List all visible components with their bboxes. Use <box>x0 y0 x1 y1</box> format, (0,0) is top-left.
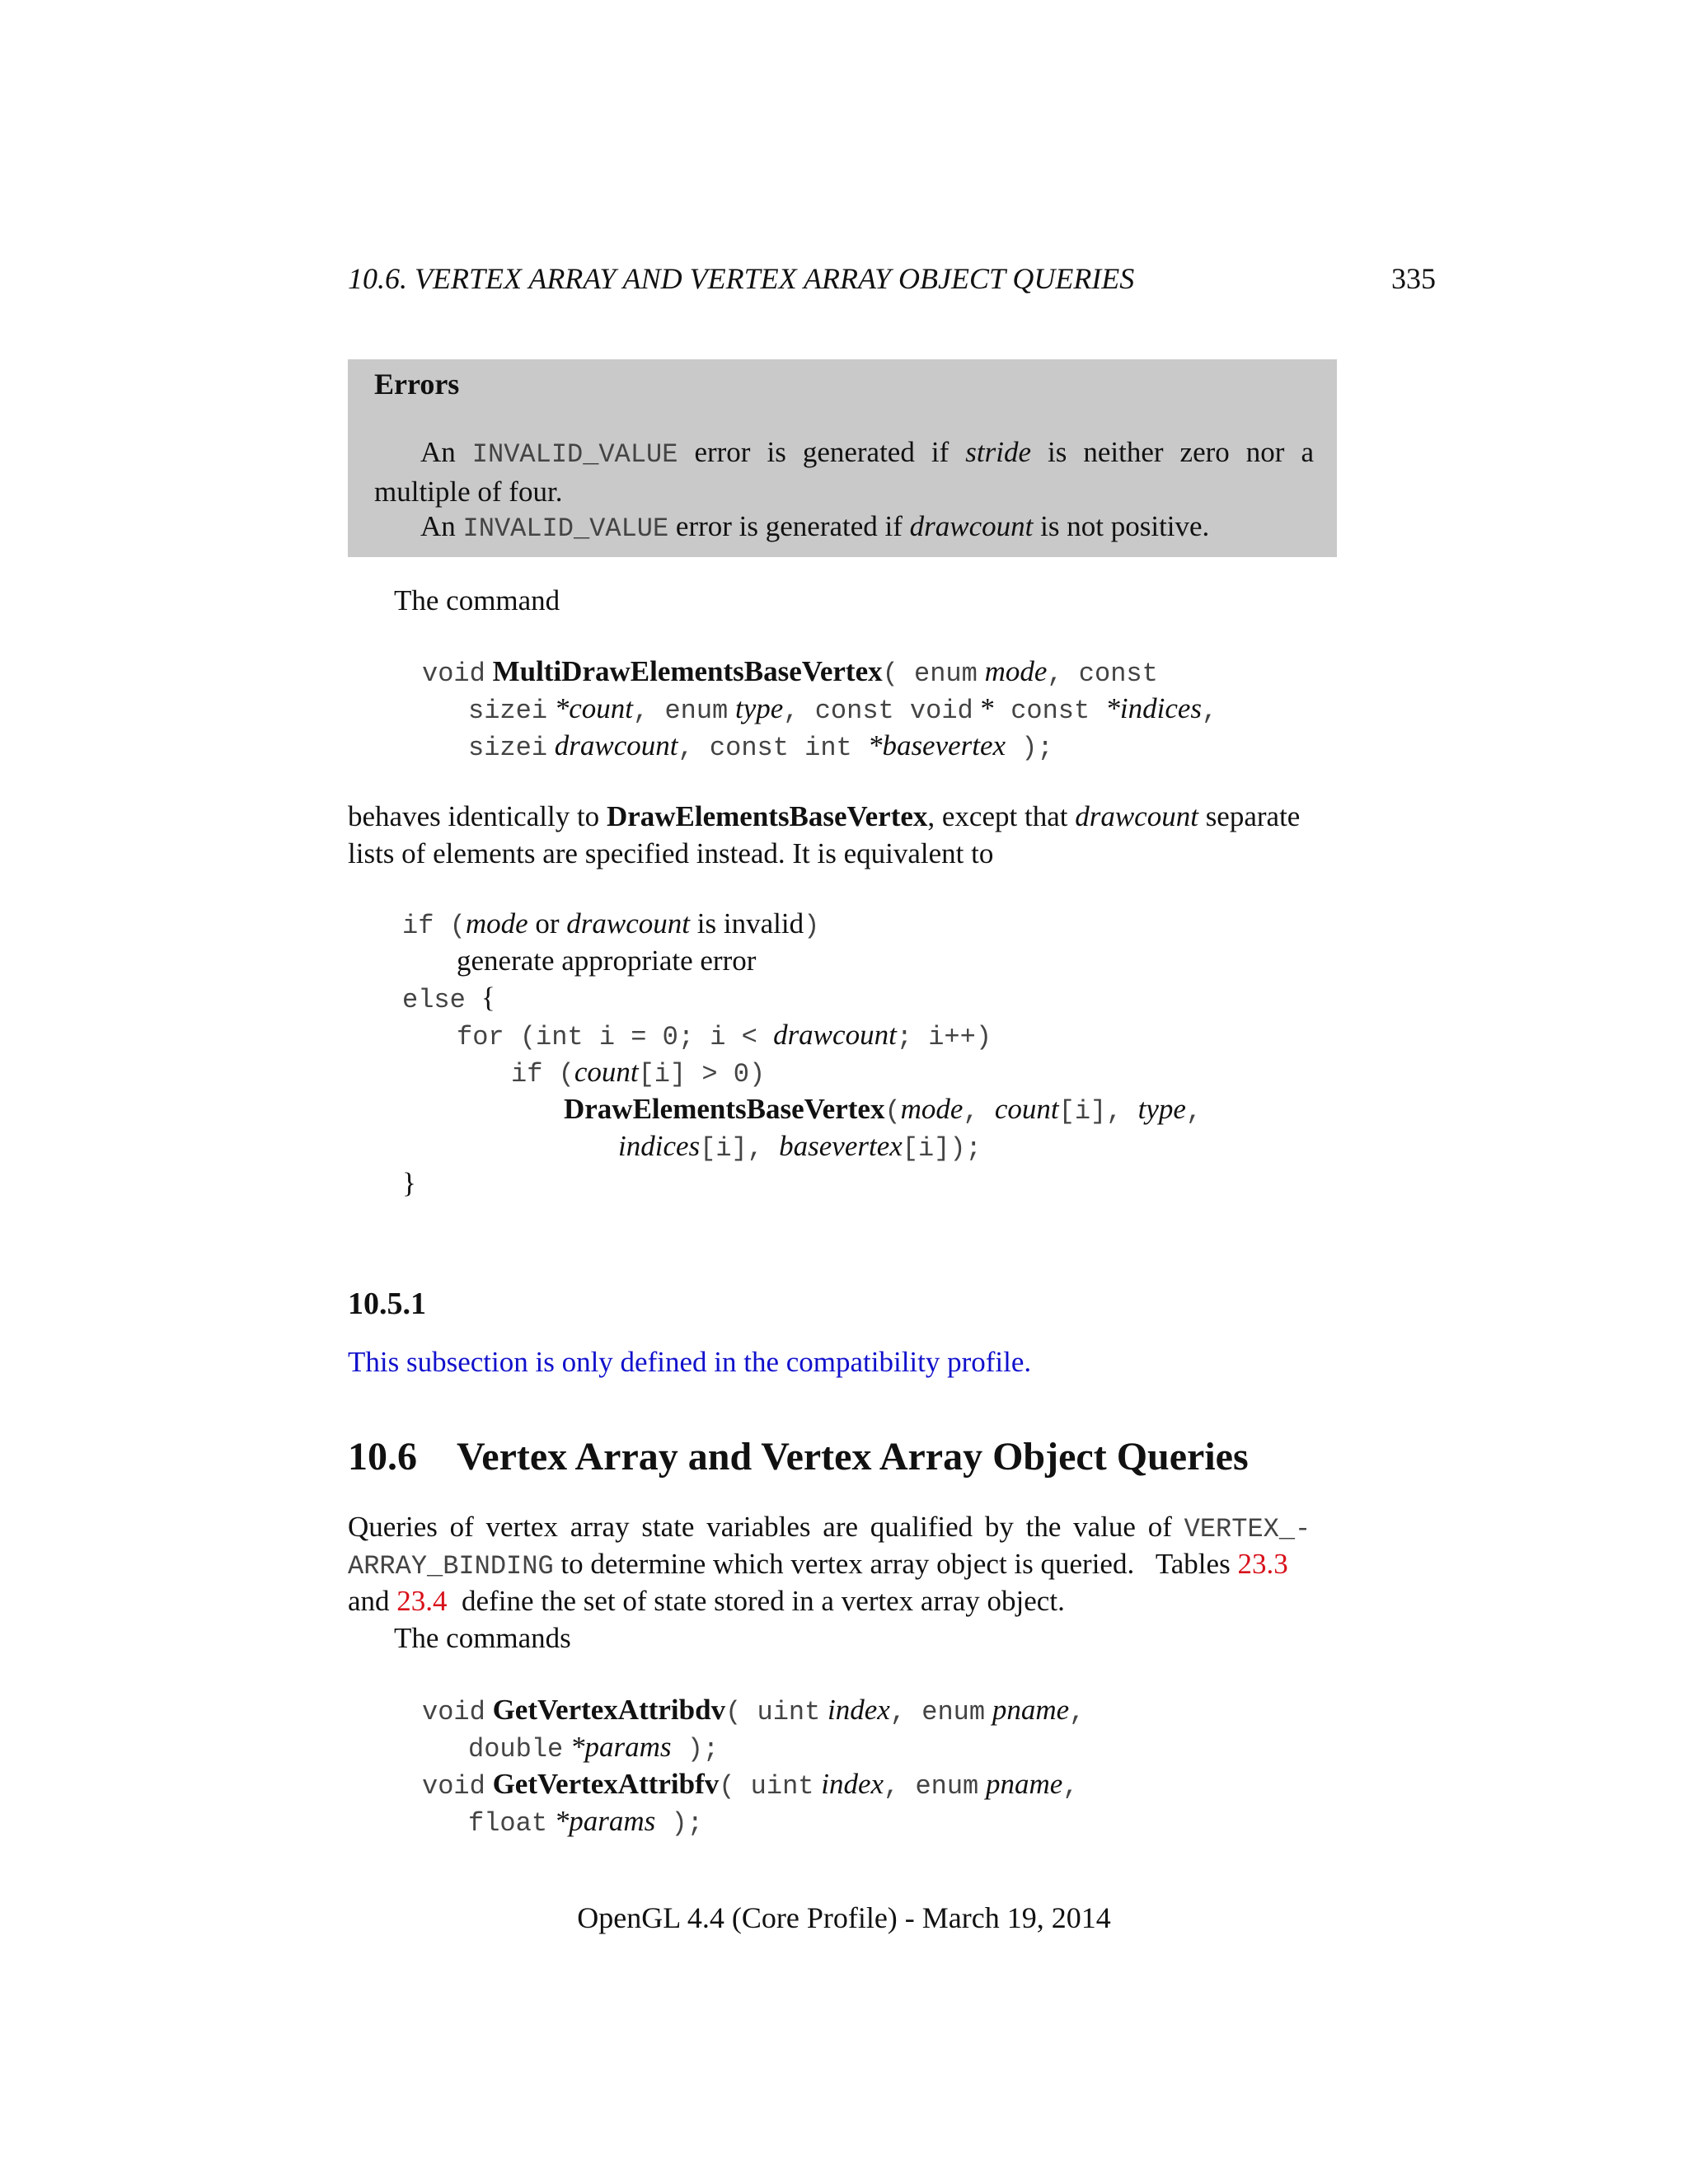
punct: , const void <box>783 696 973 726</box>
body-paragraph-line <box>348 1582 1065 1619</box>
header-title: 10.6. VERTEX ARRAY AND VERTEX ARRAY OBJECT QUERIES <box>348 262 1135 295</box>
section-title: Vertex Array and Vertex Array Object Queries <box>457 1435 1249 1479</box>
code-var: count <box>574 1056 639 1088</box>
errors-box <box>348 359 1337 557</box>
punct: , <box>884 1771 916 1802</box>
param-name: pname <box>986 1768 1063 1800</box>
param-name: *basevertex <box>867 729 1006 762</box>
error-text: error is generated if <box>678 436 966 468</box>
punct: , const <box>1047 658 1158 689</box>
code-text: [i]); <box>902 1133 982 1164</box>
punct: , <box>1062 1771 1079 1802</box>
code-text: [i], <box>1058 1096 1138 1127</box>
code-line-3 <box>402 979 495 1019</box>
param-name: index <box>828 1694 890 1726</box>
code-paren: ) <box>804 911 820 941</box>
function-name: MultiDrawElementsBaseVertex <box>492 655 883 687</box>
code-text: , <box>1185 1096 1203 1127</box>
param-ref: drawcount <box>1075 800 1198 832</box>
punct: , <box>889 1697 922 1727</box>
running-header <box>348 260 1436 298</box>
subsection-number: 10.5.1 <box>348 1286 426 1321</box>
function-name: GetVertexAttribfv <box>492 1768 720 1800</box>
type-keyword: sizei <box>468 733 548 763</box>
code-line-7 <box>618 1127 982 1167</box>
code-brace: { <box>481 982 495 1014</box>
body-paragraph-line: The commands <box>394 1622 571 1654</box>
param-name: *params <box>570 1731 672 1763</box>
code-var: drawcount <box>566 907 691 940</box>
type-keyword: uint <box>757 1697 821 1727</box>
code-text: or <box>528 907 567 940</box>
code-keyword: for (int i = 0; i < <box>457 1022 774 1052</box>
error-code: INVALID_VALUE <box>462 513 669 544</box>
code-keyword: if ( <box>511 1059 574 1090</box>
text: to determine which vertex array object is queried. Tables <box>553 1548 1238 1580</box>
param-name: index <box>821 1768 884 1800</box>
code-var: mode <box>900 1093 964 1125</box>
text: Queries of vertex array state variables are qualified by the value of <box>348 1511 1184 1543</box>
error-text: is not positive. <box>1033 510 1210 542</box>
paren: ); <box>655 1808 703 1839</box>
error-item-stride <box>374 434 1314 510</box>
param-name: *params <box>554 1805 656 1837</box>
code-line-1 <box>402 905 819 944</box>
code-var: type <box>1137 1093 1186 1125</box>
type-keyword: enum <box>664 696 729 726</box>
type-keyword: enum <box>915 1771 979 1802</box>
paren: ( <box>725 1697 757 1727</box>
error-code: INVALID_VALUE <box>471 439 678 470</box>
type-keyword: void <box>422 658 485 689</box>
prototype-line-1 <box>422 653 1158 692</box>
error-arg: drawcount <box>909 510 1034 542</box>
type-keyword: uint <box>750 1771 814 1802</box>
param-name: *count <box>554 692 634 724</box>
code-line-5 <box>511 1053 765 1093</box>
code-text: ; i++) <box>896 1022 992 1052</box>
text: behaves identically to <box>348 800 607 832</box>
code-keyword: if ( <box>402 911 466 941</box>
code-var: mode <box>465 907 528 940</box>
code-var: indices <box>618 1130 701 1162</box>
body-paragraph-line <box>348 1545 1288 1585</box>
table-ref-link[interactable]: 23.4 <box>396 1585 448 1617</box>
code-var: count <box>994 1093 1059 1125</box>
text: , except that <box>927 800 1076 832</box>
page-footer: OpenGL 4.4 (Core Profile) - March 19, 2014 <box>577 1901 1111 1934</box>
param-name: pname <box>992 1694 1070 1726</box>
code-line-6 <box>564 1090 1202 1130</box>
error-text: is neither zero nor a multiple of four. <box>374 436 1315 508</box>
intro-text: The command <box>394 584 560 616</box>
code-var: drawcount <box>773 1019 897 1051</box>
code-text: [i], <box>700 1133 780 1164</box>
code-paren: ( <box>884 1096 901 1127</box>
section-heading <box>348 1434 1249 1480</box>
param-name: mode <box>984 655 1048 687</box>
param-name: type <box>735 692 784 724</box>
error-text: An <box>420 436 472 468</box>
prototype-line <box>422 1765 1079 1805</box>
paren: ); <box>1006 733 1053 763</box>
code-line-4 <box>457 1016 992 1056</box>
type-keyword: double <box>468 1734 564 1765</box>
table-ref-link[interactable]: 23.3 <box>1237 1548 1288 1580</box>
code-line-2: generate appropriate error <box>457 944 757 977</box>
enum-name: VERTEX_- <box>1184 1514 1311 1544</box>
param-name: *indices <box>1105 692 1203 724</box>
prototype-line <box>422 1691 1085 1731</box>
body-paragraph-line <box>348 1508 1337 1548</box>
text: and <box>348 1585 397 1617</box>
code-var: basevertex <box>779 1130 903 1162</box>
error-item-drawcount <box>420 508 1209 547</box>
pointer-star: * <box>980 692 995 724</box>
type-keyword: void <box>422 1771 485 1802</box>
type-keyword: sizei <box>468 696 548 726</box>
prototype-line <box>468 1728 719 1768</box>
error-text: An <box>420 510 463 542</box>
type-keyword: void <box>422 1697 485 1727</box>
body-paragraph-line: lists of elements are specified instead. It is equivalent to <box>348 837 994 869</box>
prototype-line-2 <box>468 690 1217 729</box>
body-paragraph-line <box>348 798 1300 835</box>
punct: , <box>633 696 665 726</box>
prototype-line <box>468 1802 703 1842</box>
prototype-line-3 <box>468 727 1053 766</box>
errors-heading: Errors <box>374 368 460 401</box>
paren: ( <box>719 1771 751 1802</box>
code-text: , <box>963 1096 995 1127</box>
type-keyword: enum <box>921 1697 986 1727</box>
code-text: [i] > 0) <box>638 1059 766 1090</box>
type-keyword: enum <box>914 658 978 689</box>
text: define the set of state stored in a vertex array object. <box>447 1585 1065 1617</box>
error-text: error is generated if <box>668 510 910 542</box>
error-arg: stride <box>965 436 1031 468</box>
code-brace: } <box>402 1167 416 1199</box>
paren: ( <box>882 658 915 689</box>
code-keyword: else <box>402 985 482 1015</box>
code-text: is invalid <box>690 907 804 940</box>
enum-name: ARRAY_BINDING <box>348 1551 554 1582</box>
text: separate <box>1198 800 1301 832</box>
code-line-8 <box>402 1165 416 1202</box>
section-number: 10.6 <box>348 1435 417 1479</box>
punct: , <box>1202 696 1218 726</box>
param-name: drawcount <box>554 729 678 762</box>
compatibility-note-link[interactable]: This subsection is only defined in the compatibility profile. <box>348 1346 1032 1378</box>
function-ref: DrawElementsBaseVertex <box>606 800 928 832</box>
function-name: GetVertexAttribdv <box>492 1694 726 1726</box>
page-number: 335 <box>1391 262 1436 295</box>
function-ref: DrawElementsBaseVertex <box>564 1093 885 1125</box>
punct: , <box>1069 1697 1085 1727</box>
punct: , const int <box>678 733 868 763</box>
type-keyword: float <box>468 1808 548 1839</box>
paren: ); <box>671 1734 720 1765</box>
type-keyword: const <box>994 696 1106 726</box>
